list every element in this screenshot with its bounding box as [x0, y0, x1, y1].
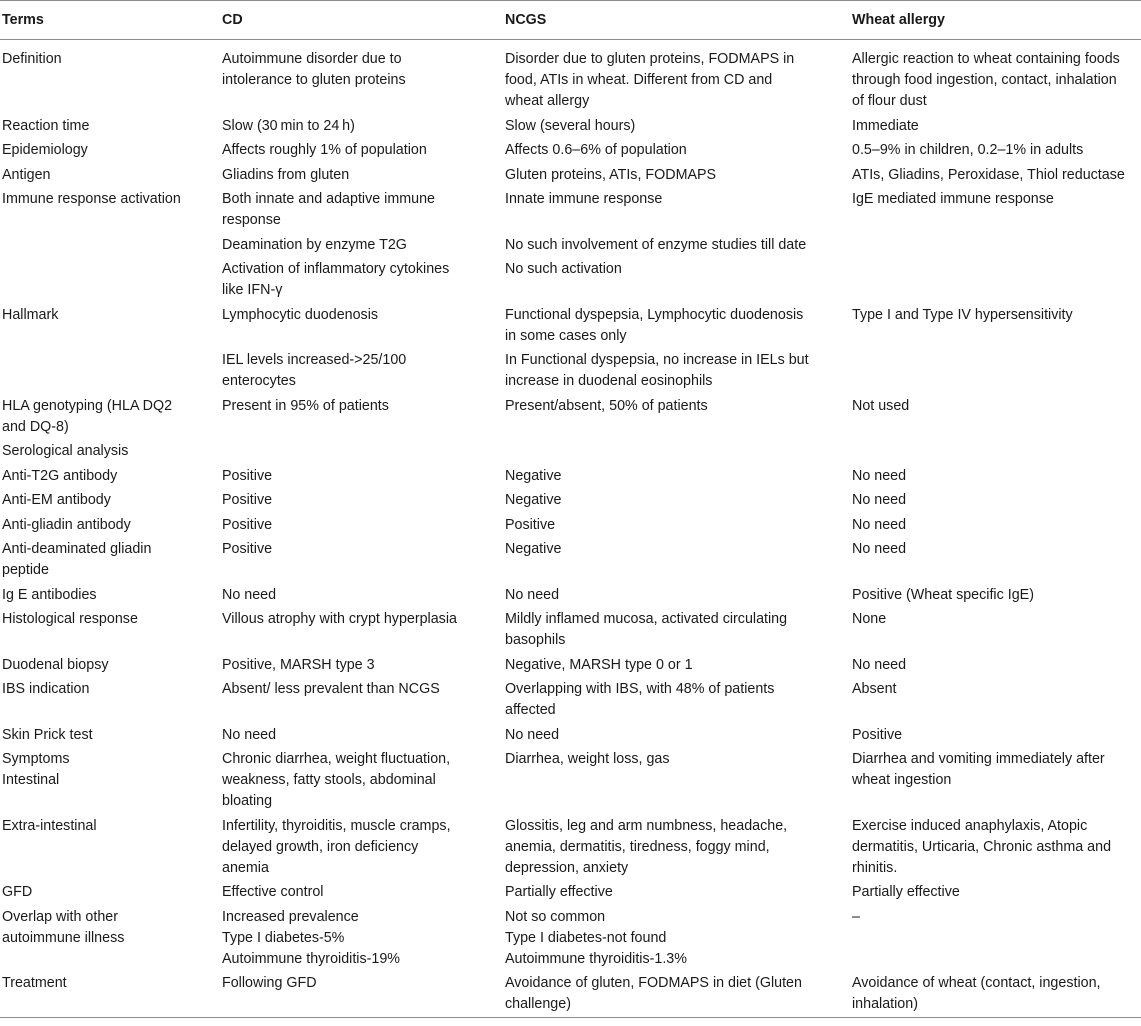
cell-text-line: Exercise induced anaphylaxis, Atopic	[852, 817, 1088, 834]
table-row	[0, 677, 1141, 723]
cell-text-line: Activation of inflammatory cytokines	[222, 261, 450, 277]
wheat-allergy-cell	[850, 40, 1141, 114]
terms-cell	[0, 303, 220, 349]
ncgs-cell	[503, 138, 850, 163]
cell-text-line: wheat ingestion	[852, 772, 952, 788]
table-row	[0, 880, 1141, 905]
terms-cell	[0, 257, 220, 303]
terms-cell	[0, 607, 220, 653]
table-row	[0, 233, 1141, 258]
terms-cell	[0, 677, 220, 723]
header-cd: CD	[220, 1, 503, 40]
cell-text-line: Absent/ less prevalent than NCGS	[222, 681, 440, 697]
cell-text-line: Immediate	[852, 117, 919, 134]
cell-text-line: IgE mediated immune response	[852, 191, 1054, 207]
cell-text-line: inhalation)	[852, 996, 918, 1012]
table-row	[0, 971, 1141, 1018]
wheat-allergy-cell	[850, 439, 1141, 464]
ncgs-cell	[503, 513, 850, 538]
cell-text-line: Reaction time	[2, 117, 90, 134]
cell-text-line: Positive	[222, 516, 273, 533]
wheat-allergy-cell	[850, 114, 1141, 139]
cell-text-line: Present in 95% of patients	[222, 397, 389, 414]
cell-text-line: response	[222, 212, 281, 228]
table-row	[0, 40, 1141, 114]
terms-cell	[0, 439, 220, 464]
wheat-allergy-cell	[850, 464, 1141, 489]
header-wheat-allergy: Wheat allergy	[850, 1, 1141, 40]
cell-text-line: Effective control	[222, 884, 324, 900]
cell-text-line: Extra-intestinal	[2, 817, 97, 834]
ncgs-cell	[503, 723, 850, 748]
cell-text-line: Mildly inflamed mucosa, activated circulating	[505, 611, 788, 627]
cell-text-line: Type I and Type IV hypersensitivity	[852, 306, 1073, 323]
cell-text-line: Partially effective	[505, 884, 613, 900]
table-header	[0, 1, 1141, 40]
cell-text-line: Anti-EM antibody	[2, 492, 111, 508]
ncgs-cell	[503, 747, 850, 814]
wheat-allergy-cell	[850, 163, 1141, 188]
ncgs-cell	[503, 187, 850, 233]
cell-text-line: through food ingestion, contact, inhalation	[852, 72, 1117, 88]
cell-text-line: Anti-gliadin antibody	[2, 516, 131, 533]
cell-text-line: Definition	[2, 51, 62, 67]
cell-text-line: Ig E antibodies	[2, 586, 97, 603]
ncgs-cell	[503, 439, 850, 464]
cell-text-line: Duodenal biopsy	[2, 656, 109, 673]
cell-text-line: Symptoms	[2, 751, 70, 767]
cell-text-line: Overlap with other	[2, 908, 119, 925]
terms-cell	[0, 880, 220, 905]
cell-text-line: Gluten proteins, ATIs, FODMAPS	[505, 166, 717, 183]
table-row	[0, 163, 1141, 188]
terms-cell	[0, 163, 220, 188]
cell-text-line: intolerance to gluten proteins	[222, 72, 406, 88]
cell-text-line: Following GFD	[222, 975, 317, 991]
table-row	[0, 138, 1141, 163]
terms-cell	[0, 814, 220, 881]
wheat-allergy-cell	[850, 537, 1141, 583]
wheat-allergy-cell	[850, 257, 1141, 303]
wheat-allergy-cell	[850, 905, 1141, 972]
cd-cell	[220, 905, 503, 972]
cd-cell	[220, 233, 503, 258]
cell-text-line: Autoimmune thyroiditis-19%	[222, 950, 400, 967]
cell-text-line: Anti-T2G antibody	[2, 467, 118, 484]
cell-text-line: Affects roughly 1% of population	[222, 142, 427, 158]
ncgs-cell	[503, 905, 850, 972]
table-row	[0, 537, 1141, 583]
ncgs-cell	[503, 814, 850, 881]
cell-text-line: Chronic diarrhea, weight fluctuation,	[222, 751, 451, 767]
wheat-allergy-cell	[850, 677, 1141, 723]
wheat-allergy-cell	[850, 607, 1141, 653]
cell-text-line: In Functional dyspepsia, no increase in IELs but	[505, 352, 809, 368]
cd-cell	[220, 677, 503, 723]
cell-text-line: No such involvement of enzyme studies till date	[505, 236, 807, 253]
cell-text-line: Innate immune response	[505, 191, 663, 207]
cell-text-line: Diarrhea, weight loss, gas	[505, 751, 670, 767]
terms-cell	[0, 537, 220, 583]
cell-text-line: HLA genotyping (HLA DQ2	[2, 397, 173, 414]
wheat-allergy-cell	[850, 488, 1141, 513]
table-row	[0, 583, 1141, 608]
cell-text-line: Both innate and adaptive immune	[222, 191, 436, 207]
ncgs-cell	[503, 114, 850, 139]
terms-cell	[0, 233, 220, 258]
cell-text-line: Skin Prick test	[2, 726, 93, 743]
terms-cell	[0, 187, 220, 233]
cd-cell	[220, 880, 503, 905]
terms-cell	[0, 905, 220, 972]
cell-text-line: Type I diabetes-5%	[222, 929, 345, 946]
cell-text-line: Not used	[852, 397, 910, 414]
cd-cell	[220, 537, 503, 583]
cell-text-line: GFD	[2, 884, 33, 900]
header-terms: Terms	[0, 1, 220, 40]
cell-text-line: Positive, MARSH type 3	[222, 656, 375, 673]
ncgs-cell	[503, 583, 850, 608]
cell-text-line: Serological analysis	[2, 443, 129, 459]
cell-text-line: peptide	[2, 562, 49, 578]
table-row	[0, 747, 1141, 814]
cell-text-line: and DQ-8)	[2, 418, 69, 435]
cd-cell	[220, 187, 503, 233]
cell-text-line: No need	[852, 541, 907, 557]
cell-text-line: increase in duodenal eosinophils	[505, 373, 713, 389]
cd-cell	[220, 303, 503, 349]
wheat-allergy-cell	[850, 583, 1141, 608]
cell-text-line: Hallmark	[2, 306, 59, 323]
table-row	[0, 488, 1141, 513]
cell-text-line: Autoimmune disorder due to	[222, 51, 402, 67]
cell-text-line: autoimmune illness	[2, 929, 125, 946]
terms-cell	[0, 653, 220, 678]
table-body	[0, 40, 1141, 1018]
ncgs-cell	[503, 40, 850, 114]
terms-cell	[0, 513, 220, 538]
cd-cell	[220, 257, 503, 303]
terms-cell	[0, 488, 220, 513]
cell-text-line: Absent	[852, 681, 897, 697]
terms-cell	[0, 971, 220, 1018]
table-row	[0, 187, 1141, 233]
cell-text-line: Positive	[222, 467, 273, 484]
header-ncgs: NCGS	[503, 1, 850, 40]
cd-cell	[220, 971, 503, 1018]
ncgs-cell	[503, 163, 850, 188]
cell-text-line: IBS indication	[2, 681, 90, 697]
ncgs-cell	[503, 971, 850, 1018]
cell-text-line: ATIs, Gliadins, Peroxidase, Thiol reductase	[852, 166, 1125, 183]
terms-cell	[0, 747, 220, 814]
cell-text-line: Partially effective	[852, 884, 960, 900]
cell-text-line: Negative	[505, 467, 562, 484]
cell-text-line: Slow (several hours)	[505, 117, 636, 134]
cell-text-line: Positive	[852, 726, 903, 743]
ncgs-cell	[503, 464, 850, 489]
cell-text-line: IEL levels increased->25/100	[222, 352, 407, 368]
cell-text-line: bloating	[222, 793, 273, 809]
cell-text-line: Infertility, thyroiditis, muscle cramps,	[222, 817, 451, 834]
cell-text-line: Functional dyspepsia, Lymphocytic duodenosis	[505, 306, 804, 323]
cd-cell	[220, 464, 503, 489]
wheat-allergy-cell	[850, 653, 1141, 678]
header-row	[0, 1, 1141, 40]
cell-text-line: wheat allergy	[505, 93, 590, 109]
cell-text-line: 0.5–9% in children, 0.2–1% in adults	[852, 142, 1084, 158]
table-row	[0, 653, 1141, 678]
wheat-allergy-cell	[850, 723, 1141, 748]
cell-text-line: Allergic reaction to wheat containing foods	[852, 51, 1120, 67]
ncgs-cell	[503, 488, 850, 513]
cell-text-line: Not so common	[505, 908, 606, 925]
cell-text-line: rhinitis.	[852, 859, 898, 876]
table-row	[0, 114, 1141, 139]
table-row	[0, 607, 1141, 653]
ncgs-cell	[503, 653, 850, 678]
cell-text-line: Avoidance of gluten, FODMAPS in diet (Gluten	[505, 975, 802, 991]
cd-cell	[220, 814, 503, 881]
cd-cell	[220, 513, 503, 538]
table-row	[0, 394, 1141, 440]
cell-text-line: Immune response activation	[2, 191, 181, 207]
cell-text-line: No need	[852, 656, 907, 673]
wheat-allergy-cell	[850, 394, 1141, 440]
cell-text-line: basophils	[505, 632, 566, 648]
cell-text-line: anemia	[222, 859, 269, 876]
terms-cell	[0, 464, 220, 489]
cell-text-line: Antigen	[2, 166, 51, 183]
cell-text-line: Present/absent, 50% of patients	[505, 397, 708, 414]
cell-text-line: of flour dust	[852, 93, 927, 109]
wheat-allergy-cell	[850, 747, 1141, 814]
cell-text-line: Anti-deaminated gliadin	[2, 541, 152, 557]
cell-text-line: Intestinal	[2, 772, 60, 788]
cd-cell	[220, 583, 503, 608]
cell-text-line: food, ATIs in wheat. Different from CD and	[505, 72, 773, 88]
cell-text-line: Villous atrophy with crypt hyperplasia	[222, 611, 457, 627]
wheat-allergy-cell	[850, 348, 1141, 394]
cell-text-line: Overlapping with IBS, with 48% of patients	[505, 681, 775, 697]
cd-cell	[220, 394, 503, 440]
ncgs-cell	[503, 233, 850, 258]
cd-cell	[220, 747, 503, 814]
ncgs-cell	[503, 607, 850, 653]
cell-text-line: challenge)	[505, 996, 571, 1012]
table-row	[0, 348, 1141, 394]
cell-text-line: No need	[852, 516, 907, 533]
cell-text-line: affected	[505, 702, 556, 718]
cell-text-line: No need	[852, 492, 907, 508]
cell-text-line: No such activation	[505, 261, 622, 277]
wheat-allergy-cell	[850, 303, 1141, 349]
cell-text-line: Avoidance of wheat (contact, ingestion,	[852, 975, 1101, 991]
cd-cell	[220, 40, 503, 114]
table-row	[0, 513, 1141, 538]
cd-cell	[220, 488, 503, 513]
table-row	[0, 905, 1141, 972]
cell-text-line: Negative	[505, 492, 562, 508]
cell-text-line: Increased prevalence	[222, 908, 359, 925]
wheat-allergy-cell	[850, 513, 1141, 538]
cell-text-line: Epidemiology	[2, 142, 88, 158]
cell-text-line: weakness, fatty stools, abdominal	[222, 772, 436, 788]
cell-text-line: No need	[505, 586, 560, 603]
cell-text-line: No need	[505, 726, 560, 743]
wheat-allergy-cell	[850, 187, 1141, 233]
cell-text-line: Positive (Wheat specific IgE)	[852, 586, 1034, 603]
cell-text-line: delayed growth, iron deficiency	[222, 838, 419, 855]
cell-text-line: Diarrhea and vomiting immediately after	[852, 751, 1105, 767]
terms-cell	[0, 114, 220, 139]
ncgs-cell	[503, 677, 850, 723]
cell-text-line: Negative	[505, 541, 562, 557]
cell-text-line: like IFN-γ	[222, 282, 283, 298]
cd-cell	[220, 114, 503, 139]
ncgs-cell	[503, 303, 850, 349]
cd-cell	[220, 348, 503, 394]
cd-cell	[220, 138, 503, 163]
cell-text-line: dermatitis, Urticaria, Chronic asthma and	[852, 838, 1112, 855]
table-row	[0, 464, 1141, 489]
wheat-allergy-cell	[850, 138, 1141, 163]
cell-text-line: No need	[222, 726, 277, 743]
table-row	[0, 814, 1141, 881]
cd-cell	[220, 439, 503, 464]
cell-text-line: enterocytes	[222, 373, 296, 389]
cell-text-line: Positive	[505, 516, 556, 533]
cell-text-line: Glossitis, leg and arm numbness, headache,	[505, 817, 788, 834]
cd-cell	[220, 607, 503, 653]
terms-cell	[0, 138, 220, 163]
wheat-allergy-cell	[850, 814, 1141, 881]
cell-text-line: Slow (30 min to 24 h)	[222, 117, 355, 134]
cd-cell	[220, 723, 503, 748]
cell-text-line: Positive	[222, 541, 273, 557]
table-row	[0, 723, 1141, 748]
cell-text-line: Treatment	[2, 975, 67, 991]
terms-cell	[0, 394, 220, 440]
cell-text-line: Deamination by enzyme T2G	[222, 236, 407, 253]
terms-cell	[0, 348, 220, 394]
cell-text-line: Type I diabetes-not found	[505, 929, 667, 946]
wheat-allergy-cell	[850, 233, 1141, 258]
cd-cell	[220, 653, 503, 678]
ncgs-cell	[503, 348, 850, 394]
ncgs-cell	[503, 394, 850, 440]
cell-text-line: None	[852, 611, 887, 627]
terms-cell	[0, 583, 220, 608]
wheat-allergy-cell	[850, 880, 1141, 905]
ncgs-cell	[503, 880, 850, 905]
cell-text-line: Gliadins from gluten	[222, 166, 350, 183]
ncgs-cell	[503, 257, 850, 303]
cell-text-line: anemia, dermatitis, tiredness, foggy mind,	[505, 838, 770, 855]
terms-cell	[0, 40, 220, 114]
cell-text-line: Lymphocytic duodenosis	[222, 306, 379, 323]
cell-text-line: Disorder due to gluten proteins, FODMAPS in	[505, 51, 795, 67]
cd-cell	[220, 163, 503, 188]
table-row	[0, 303, 1141, 349]
cell-text-line: depression, anxiety	[505, 859, 629, 876]
table-row	[0, 257, 1141, 303]
cell-text-line: Affects 0.6–6% of population	[505, 142, 687, 158]
cell-text-line: Autoimmune thyroiditis-1.3%	[505, 950, 687, 967]
wheat-allergy-cell	[850, 971, 1141, 1018]
cell-text-line: in some cases only	[505, 327, 627, 344]
cell-text-line: Positive	[222, 492, 273, 508]
cell-text-line: Negative, MARSH type 0 or 1	[505, 656, 693, 673]
terms-cell	[0, 723, 220, 748]
table-row	[0, 439, 1141, 464]
cell-text-line: No need	[852, 467, 907, 484]
ncgs-cell	[503, 537, 850, 583]
cell-text-line: Histological response	[2, 611, 138, 627]
cell-text-line: No need	[222, 586, 277, 603]
cell-text-line: –	[852, 908, 860, 925]
